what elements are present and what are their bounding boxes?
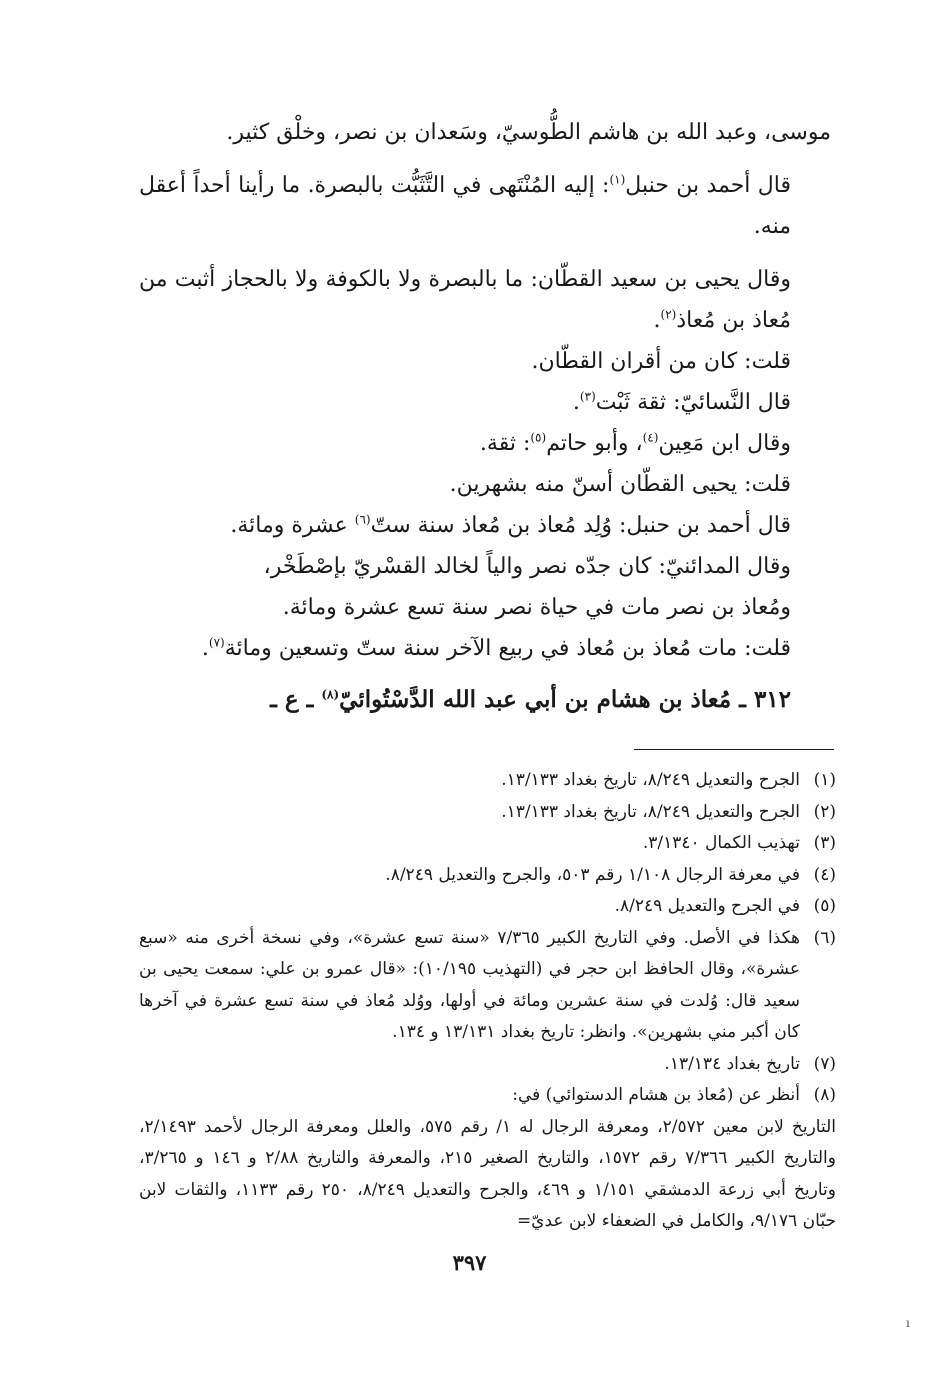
text-line [139,587,831,628]
footnote-ref[interactable]: (٦) [354,512,371,527]
text-span: ، وأبو حاتم [546,431,643,456]
footnote-number: (٧) [813,1053,836,1074]
footnote-divider [634,749,834,750]
text-span: وقال المدائنيّ: كان جدّه نصر والياً لخالد القسْريّ بإصْطَخْر، [263,554,791,579]
footnote-ref[interactable]: (٢) [660,307,677,322]
text-line [139,546,831,587]
text-line [139,464,831,505]
text-span: قلت: مات مُعاذ بن مُعاذ في ربيع الآخر سنة ستّ وتسعين ومائة [224,636,791,661]
footnote-number: (١) [813,770,836,790]
text-span: قال أحمد بن حنبل: وُلِد مُعاذ بن مُعاذ سنة ستّ [370,513,791,538]
text-line [139,628,831,669]
text-span: : إليه المُنْتَهى في التَّثَبُّت بالبصرة. ما رأينا أحداً أعقل منه. [139,173,791,239]
text-span: قال النَّسائيّ: ثقة ثَبْت [595,390,791,415]
footnote-item [139,797,836,829]
footnote-text: في معرفة الرجال ١/١٠٨ رقم ٥٠٣، والجرح والتعديل ٨/٢٤٩. [385,864,800,885]
text-line [139,382,831,423]
text-span: ومُعاذ بن نصر مات في حياة نصر سنة تسع عشرة ومائة. [282,595,791,620]
footnote-text: الجرح والتعديل ٨/٢٤٩، تاريخ بغداد ١٣/١٣٣. [501,770,800,790]
text-span: عشرة ومائة. [230,513,355,538]
footnote-item [139,828,836,860]
footnote-ref[interactable]: (١) [609,172,626,187]
footnote-item [139,765,836,797]
entry-heading [139,679,831,720]
footnote-number: (٦) [813,927,836,948]
footnote-ref[interactable]: (٥) [530,430,547,445]
paragraph-ahmad [139,165,831,247]
text-span: قلت: كان من أقران القطّان. [531,349,791,374]
footnote-text: أنظر عن (مُعاذ بن هشام الدستوائي) في: [512,1085,800,1105]
footnote-ref[interactable]: (٣) [579,389,596,404]
footnote-text: تهذيب الكمال ٣/١٣٤٠. [642,833,800,853]
main-text-block [139,112,831,720]
text-line [139,505,831,546]
page-number: ٣٩٧ [452,1250,487,1275]
footnote-continuation: التاريخ لابن معين ٢/٥٧٢، ومعرفة الرجال له ١/ رقم ٥٧٥، والعلل ومعرفة الرجال لأحمد ٢/١٤٩٣، والتاريخ الكبير ٧/٣٦٦ رقم ١٥٧٢، والتاريخ الصغير ٢١٥، والمعرفة والتاريخ ٢/٨٨ و ١٤٦ و ٣/٢٦٥، وتاريخ أبي زرعة الدمشقي ١/١٥١ و ٤٦٩، والجرح والتعديل ٨/٢٤٩، ٢٥٠ رقم ١١٣٣، والثقات لابن حبّان ٩/١٧٦، والكامل في الضعفاء لابن عديّ= [139,1116,836,1231]
footnote-text: تاريخ بغداد ١٣/١٣٤. [664,1053,800,1074]
text-span: وقال ابن مَعِين [658,431,791,456]
text-span: موسى، وعبد الله بن هاشم الطُّوسيّ، وسَعدان بن نصر، وخلْق كثير. [226,120,831,145]
footnote-text: هكذا في الأصل. وفي التاريخ الكبير ٧/٣٦٥ «سنة تسع عشرة»، وفي نسخة أخرى منه «سبع عشرة»، وقال الحافظ ابن حجر في (التهذيب ١٠/١٩٥): «قال عمرو بن علي: سمعت يحيى بن سعيد قال: وُلدت في سنة عشرين ومائة في أولها، ووُلد مُعاذ في سنة تسع عشرة في آخرها كان أكبر مني بشهرين». وانظر: تاريخ بغداد ١٣/١٣١ و ١٣٤. [139,927,800,1042]
text-span: : ثقة. [479,431,531,456]
footnotes-block [139,765,836,1238]
footnote-text: الجرح والتعديل ٨/٢٤٩، تاريخ بغداد ١٣/١٣٣. [501,801,800,822]
footnote-number: (٥) [813,896,836,916]
footnote-item [139,860,836,892]
footnote-item [139,891,836,923]
text-span: . [653,308,661,333]
footnote-item [139,1080,836,1112]
paragraph-qattan [139,259,831,341]
text-line [139,341,831,382]
text-line [139,423,831,464]
text-span: قلت: يحيى القطّان أسنّ منه بشهرين. [449,472,791,497]
text-span: . [201,636,209,661]
footnote-number: (٨) [813,1085,836,1105]
footnote-item [139,923,836,1049]
text-span: وقال يحيى بن سعيد القطّان: ما بالبصرة ولا بالكوفة ولا بالحجاز أثبت من مُعاذ بن مُعاذ [139,267,791,333]
text-span: . [572,390,580,415]
scan-mark: ı [906,1316,910,1330]
footnote-text: في الجرح والتعديل ٨/٢٤٩. [614,896,800,916]
footnote-ref[interactable]: (٧) [208,635,225,650]
footnote-number: (٣) [813,833,836,853]
footnote-ref[interactable]: (٨) [321,687,340,702]
footnote-number: (٢) [813,801,836,822]
text-line [139,112,831,153]
footnote-ref[interactable]: (٤) [642,430,659,445]
text-span: ـ ع ـ [270,686,322,713]
text-span: قال أحمد بن حنبل [625,173,791,198]
text-span: ٣١٢ ـ مُعاذ بن هشام بن أبي عبد الله الدَّسْتُوائيّ [339,686,791,713]
footnote-item [139,1049,836,1081]
footnote-number: (٤) [813,864,836,885]
